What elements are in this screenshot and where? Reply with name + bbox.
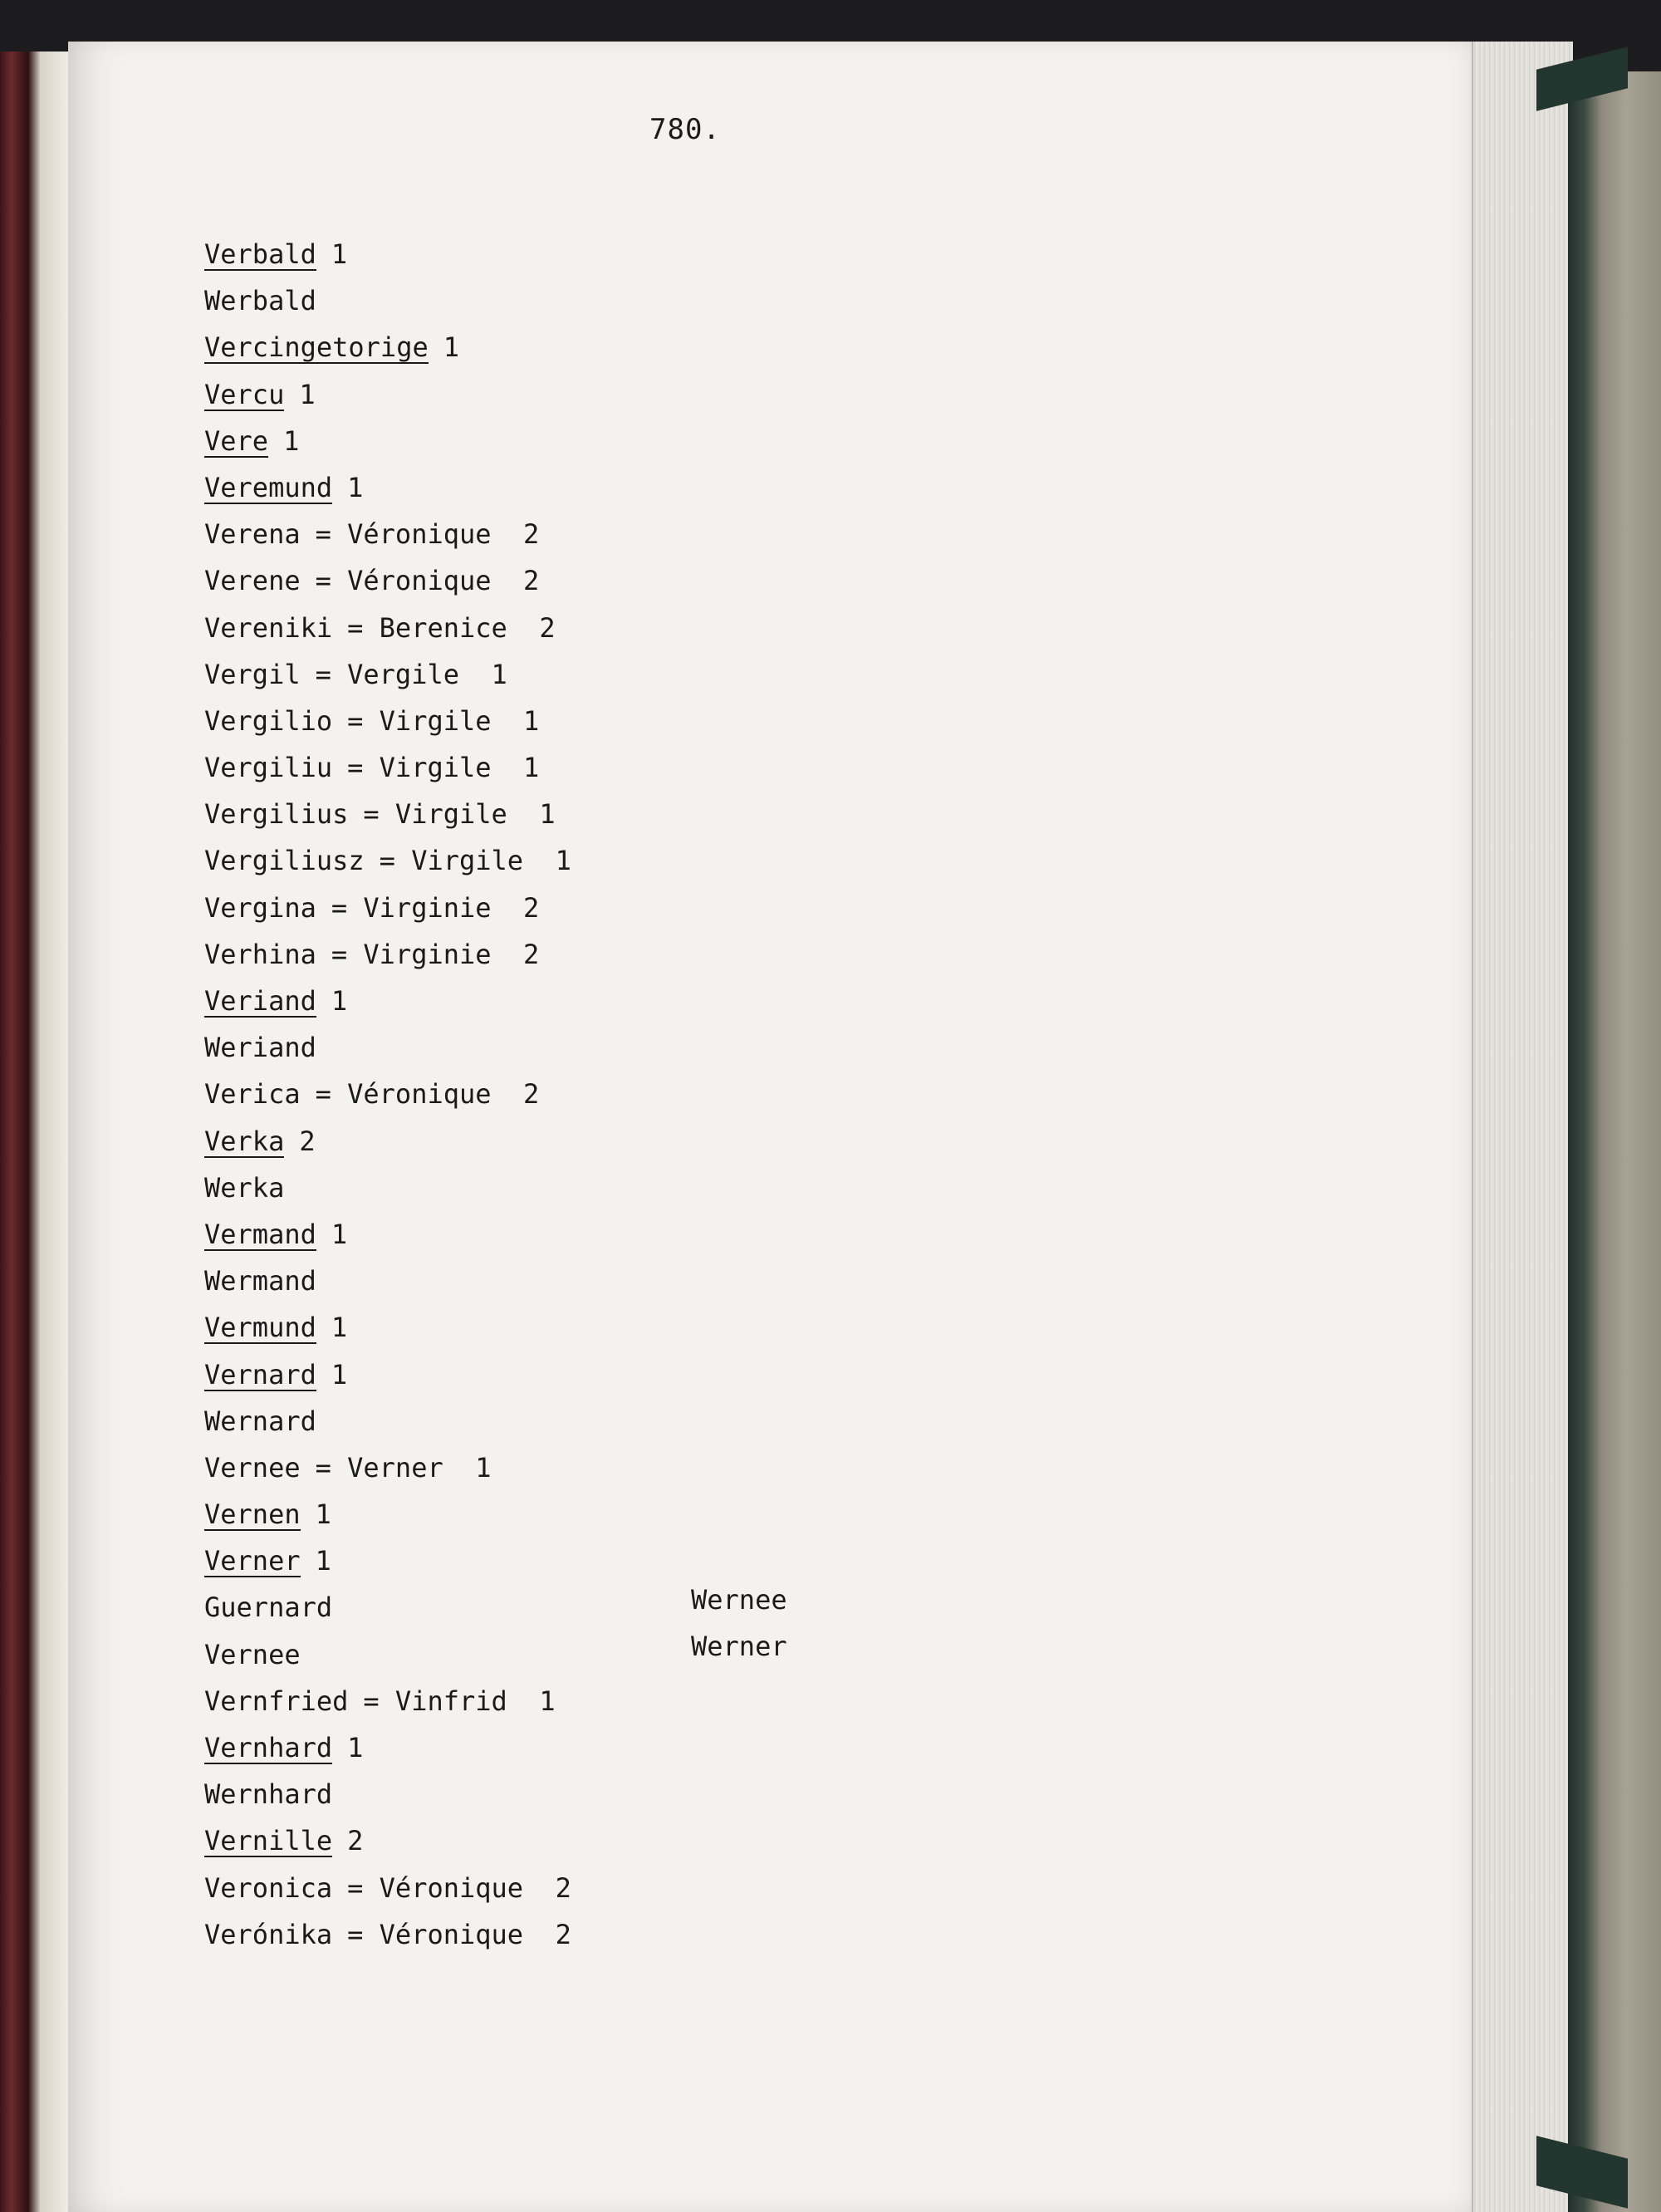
list-item <box>204 464 571 511</box>
headword: Vernhard <box>204 1732 333 1763</box>
list-item <box>204 231 571 277</box>
list-item <box>204 1491 571 1538</box>
list-item <box>204 1071 571 1117</box>
list-item <box>204 791 571 837</box>
list-item <box>204 371 571 418</box>
name-variant: Werbald <box>204 285 316 317</box>
entry-reference: 1 <box>299 378 316 410</box>
name-variant: Verene <box>204 565 301 597</box>
list-item <box>204 1398 571 1444</box>
name-variant: Vergilius <box>204 798 349 831</box>
list-item <box>204 557 571 604</box>
entry-reference: 1 <box>331 1312 348 1344</box>
list-item <box>204 1211 571 1258</box>
entry-reference: 1 <box>315 1498 331 1531</box>
list-item <box>204 277 571 324</box>
entry-reference: 1 <box>331 1218 348 1250</box>
name-variant: Wernard <box>204 1405 316 1437</box>
list-item <box>204 931 571 978</box>
entry-reference: 2 <box>347 1825 364 1857</box>
list-item <box>204 1444 571 1491</box>
list-item <box>204 1817 571 1864</box>
headword: Veriand <box>204 985 316 1017</box>
headword: Verner <box>204 1545 301 1577</box>
name-variant: Veronica <box>204 1871 333 1904</box>
list-item <box>204 1258 571 1304</box>
entry-reference: = Vinfrid 1 <box>363 1685 556 1717</box>
entry-reference: 1 <box>347 471 364 503</box>
name-variant: Vergina <box>204 891 316 924</box>
entry-reference: = Verner 1 <box>315 1451 492 1484</box>
list-item <box>204 698 571 744</box>
name-variant: Vereniki <box>204 611 333 644</box>
list-item <box>204 1771 571 1817</box>
name-variant: Vergiliu <box>204 752 333 784</box>
name-index-list <box>204 231 571 1958</box>
entry-reference: = Véronique 2 <box>347 1871 571 1904</box>
page-number: 780. <box>649 113 721 146</box>
variant-column <box>691 1577 787 1670</box>
headword: Vercu <box>204 378 285 410</box>
headword: Verka <box>204 1125 285 1157</box>
entry-reference: 1 <box>283 424 300 457</box>
list-item <box>204 418 571 464</box>
list-item <box>204 1538 571 1584</box>
list-item <box>204 837 571 884</box>
headword: Vermand <box>204 1218 316 1250</box>
list-item <box>204 1678 571 1724</box>
page-block-edges <box>1472 42 1573 2212</box>
list-item <box>204 1165 571 1211</box>
list-item <box>204 885 571 931</box>
list-item <box>204 651 571 698</box>
entry-reference: = Virginie 2 <box>331 891 540 924</box>
headword: Veremund <box>204 471 333 503</box>
entry-reference: = Virgile 1 <box>347 752 540 784</box>
entry-reference: 2 <box>299 1125 316 1157</box>
name-variant: Verhina <box>204 938 316 970</box>
list-item <box>204 1584 571 1631</box>
name-variant: Vergil <box>204 658 301 690</box>
name-variant: Werka <box>204 1171 285 1204</box>
entry-reference: = Virgile 1 <box>347 704 540 737</box>
entry-reference: 1 <box>347 1732 364 1763</box>
list-item <box>204 605 571 651</box>
list-item <box>204 1911 571 1958</box>
name-variant: Verónika <box>204 1918 333 1950</box>
name-variant: Vernfried <box>204 1685 349 1717</box>
list-item <box>204 1024 571 1071</box>
entry-reference: = Virgile 1 <box>363 798 556 831</box>
name-variant: Vergiliusz <box>204 845 365 877</box>
list-item <box>204 1351 571 1398</box>
headword: Vere <box>204 424 269 457</box>
list-item <box>204 1724 571 1771</box>
book-cover-right <box>1568 71 1661 2212</box>
list-item <box>204 511 571 557</box>
entry-reference: = Virginie 2 <box>331 938 540 970</box>
name-variant: Vergilio <box>204 704 333 737</box>
headword: Vernard <box>204 1358 316 1390</box>
list-item: Wernee <box>691 1584 787 1616</box>
entry-reference: 1 <box>331 1358 348 1390</box>
entry-reference: = Véronique 2 <box>315 565 540 597</box>
headword: Vernen <box>204 1498 301 1531</box>
name-variant: Guernard <box>204 1592 333 1624</box>
entry-reference: 1 <box>331 985 348 1017</box>
list-item <box>204 744 571 791</box>
list-item <box>204 1304 571 1351</box>
name-variant: Vernee <box>204 1451 301 1484</box>
entry-reference: = Véronique 2 <box>315 518 540 551</box>
name-variant: Verica <box>204 1078 301 1111</box>
list-item <box>204 978 571 1024</box>
entry-reference: = Vergile 1 <box>315 658 507 690</box>
name-variant: Weriand <box>204 1032 316 1064</box>
name-variant: Wernhard <box>204 1778 333 1811</box>
list-item <box>204 1118 571 1165</box>
headword: Vermund <box>204 1312 316 1344</box>
name-variant: Wermand <box>204 1265 316 1297</box>
list-item <box>204 1865 571 1911</box>
entry-reference: = Véronique 2 <box>315 1078 540 1111</box>
name-variant: Verena <box>204 518 301 551</box>
entry-reference: = Virgile 1 <box>379 845 571 877</box>
entry-reference: = Berenice 2 <box>347 611 556 644</box>
entry-reference: 1 <box>443 331 459 364</box>
entry-reference: 1 <box>315 1545 331 1577</box>
headword: Verbald <box>204 238 316 270</box>
entry-reference: = Véronique 2 <box>347 1918 571 1950</box>
list-item <box>204 324 571 370</box>
list-item <box>204 1631 571 1678</box>
name-variant: Vernee <box>204 1638 301 1670</box>
headword: Vercingetorige <box>204 331 429 364</box>
list-item: Werner <box>691 1631 787 1662</box>
headword: Vernille <box>204 1825 333 1857</box>
entry-reference: 1 <box>331 238 348 270</box>
